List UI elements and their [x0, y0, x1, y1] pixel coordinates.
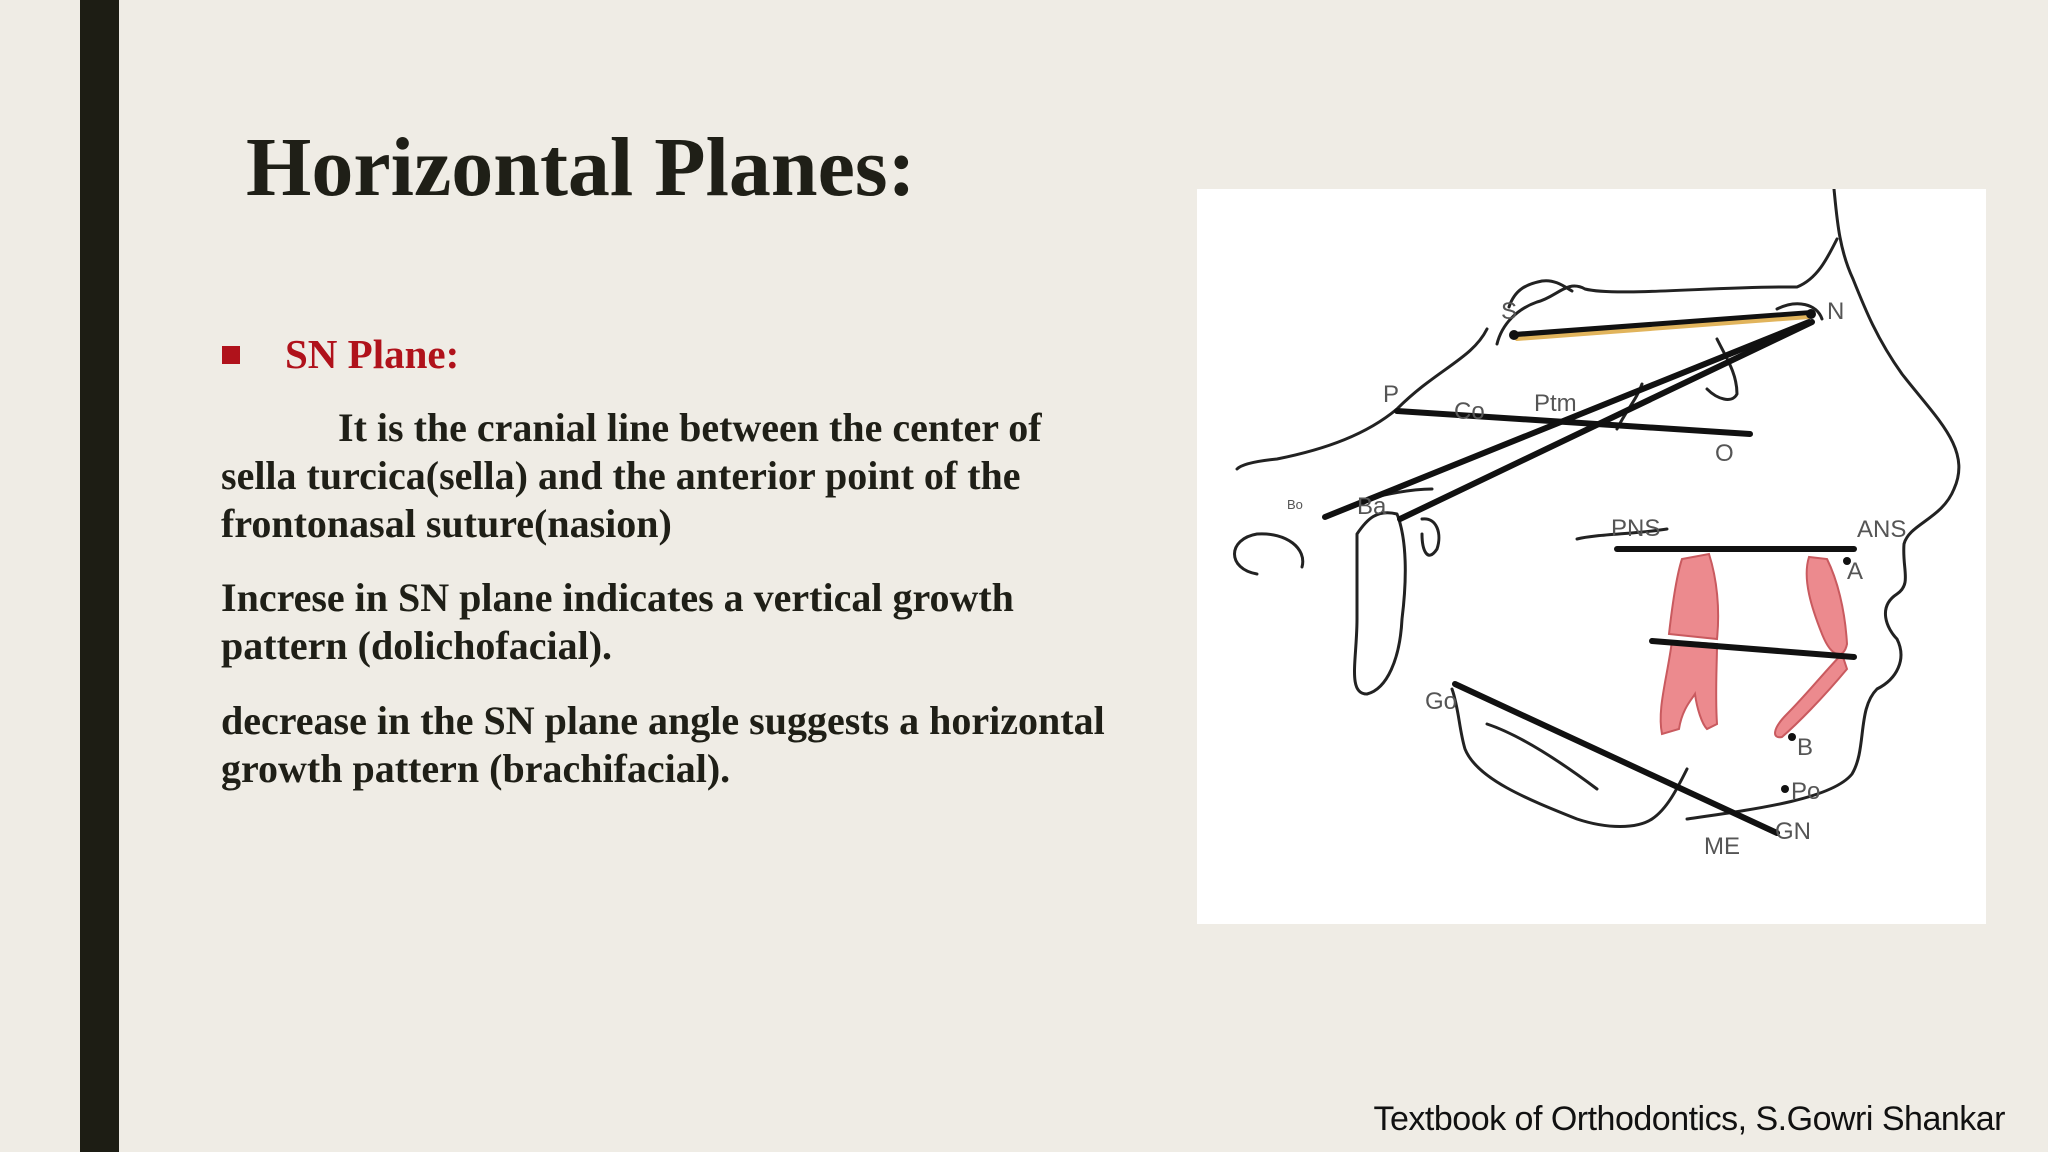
mandibular-plane-line [1455, 684, 1777, 833]
bullet-label: SN Plane: [285, 331, 460, 377]
bullet-sn-plane [222, 330, 459, 379]
upper-molar-tooth [1669, 554, 1718, 639]
point-po [1781, 785, 1789, 793]
sn-plane-line [1517, 317, 1809, 339]
paragraph-decrease: decrease in the SN plane angle suggests a horizontal growth pattern (brachifacial). [221, 698, 1105, 791]
square-bullet-icon [222, 346, 240, 364]
label-ptm: Ptm [1534, 390, 1577, 417]
label-go: Go [1425, 688, 1458, 715]
cephalometric-tracing-figure [1197, 189, 1986, 924]
label-pns: PNS [1611, 515, 1661, 542]
label-o: O [1715, 440, 1734, 467]
label-gn: GN [1775, 818, 1811, 845]
label-bo: Bo [1287, 497, 1303, 512]
label-me: ME [1704, 833, 1740, 860]
left-accent-bar [80, 0, 119, 1152]
lower-molar-tooth [1661, 641, 1717, 734]
slide-title: Horizontal Planes: [246, 121, 916, 214]
label-co: Co [1454, 398, 1485, 425]
point-s [1509, 330, 1519, 340]
ba-n-line [1325, 322, 1809, 517]
label-ans: ANS [1857, 516, 1907, 543]
paragraph-increase: Increse in SN plane indicates a vertical growth pattern (dolichofacial). [221, 575, 1014, 668]
source-citation: Textbook of Orthodontics, S.Gowri Shankar [1373, 1100, 2005, 1138]
upper-incisor-tooth [1807, 557, 1847, 654]
mandible-outline [1452, 689, 1687, 827]
lower-incisor-tooth [1775, 654, 1847, 737]
sn-line-outline [1514, 313, 1812, 335]
point-b [1788, 733, 1796, 741]
label-ba: Ba [1357, 493, 1387, 520]
paragraph-definition: It is the cranial line between the center of sella turcica(sella) and the anterior point of the frontonasal suture(nasion) [221, 405, 1042, 546]
point-n [1806, 309, 1816, 319]
cephalometric-tracing-drawing [1197, 189, 1986, 924]
label-s: S [1501, 298, 1518, 325]
label-p: P [1383, 381, 1400, 408]
label-n: N [1827, 298, 1845, 325]
label-a: A [1847, 558, 1864, 585]
ear-outline [1235, 534, 1303, 574]
label-po: Po [1791, 778, 1821, 805]
label-b: B [1797, 734, 1814, 761]
soft-tissue-profile [1687, 189, 1959, 819]
